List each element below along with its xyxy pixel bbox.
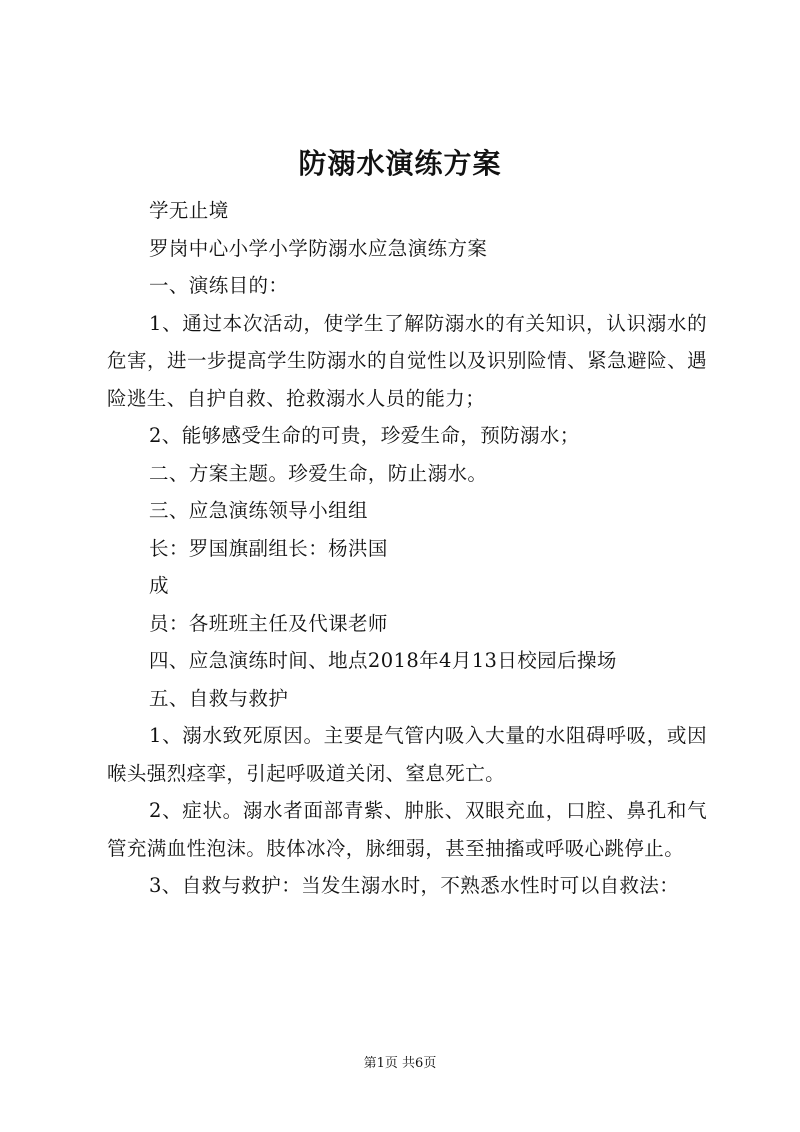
heading-time-place: 四、应急演练时间、地点2018年4月13日校园后操场 — [149, 649, 617, 672]
paragraph-leaders: 长：罗国旗副组长：杨洪国 — [149, 536, 388, 560]
paragraph-motto: 学无止境 — [149, 199, 229, 222]
paragraph-purpose-1: 1、通过本次活动，使学生了解防溺水的有关知识，认识溺水的危害，进一步提高学生防溺水的自觉性以及识别险情、紧急避险、遇险逃生、自护自救、抢救溺水人员的能力； — [107, 311, 707, 410]
paragraph-cause: 1、溺水致死原因。主要是气管内吸入大量的水阻碍呼吸，或因喉头强烈痉挛，引起呼吸道关闭、窒息死亡。 — [107, 724, 707, 785]
heading-self-rescue: 五、自救与救护 — [149, 686, 289, 710]
paragraph-purpose-2: 2、能够感受生命的可贵，珍爱生命，预防溺水； — [149, 424, 580, 447]
paragraph-plan-name: 罗岗中心小学小学防溺水应急演练方案 — [149, 236, 488, 260]
heading-theme: 二、方案主题。珍爱生命，防止溺水。 — [149, 461, 488, 485]
paragraph-members: 员：各班班主任及代课老师 — [149, 611, 388, 635]
document-title: 防溺水演练方案 — [298, 147, 502, 180]
paragraph-rescue: 3、自救与救护：当发生溺水时，不熟悉水性时可以自救法： — [149, 874, 680, 897]
paragraph-symptoms: 2、症状。溺水者面部青紫、肿胀、双眼充血，口腔、鼻孔和气管充满血性泡沫。肢体冰冷，脉细弱，甚至抽搐或呼吸心跳停止。 — [107, 799, 707, 860]
page-footer: 第1页 共6页 — [363, 1056, 437, 1071]
heading-purpose: 一、演练目的： — [149, 274, 289, 297]
document-body — [107, 192, 707, 905]
heading-leadership-group: 三、应急演练领导小组组 — [149, 499, 368, 522]
paragraph-members-label: 成 — [149, 574, 169, 597]
